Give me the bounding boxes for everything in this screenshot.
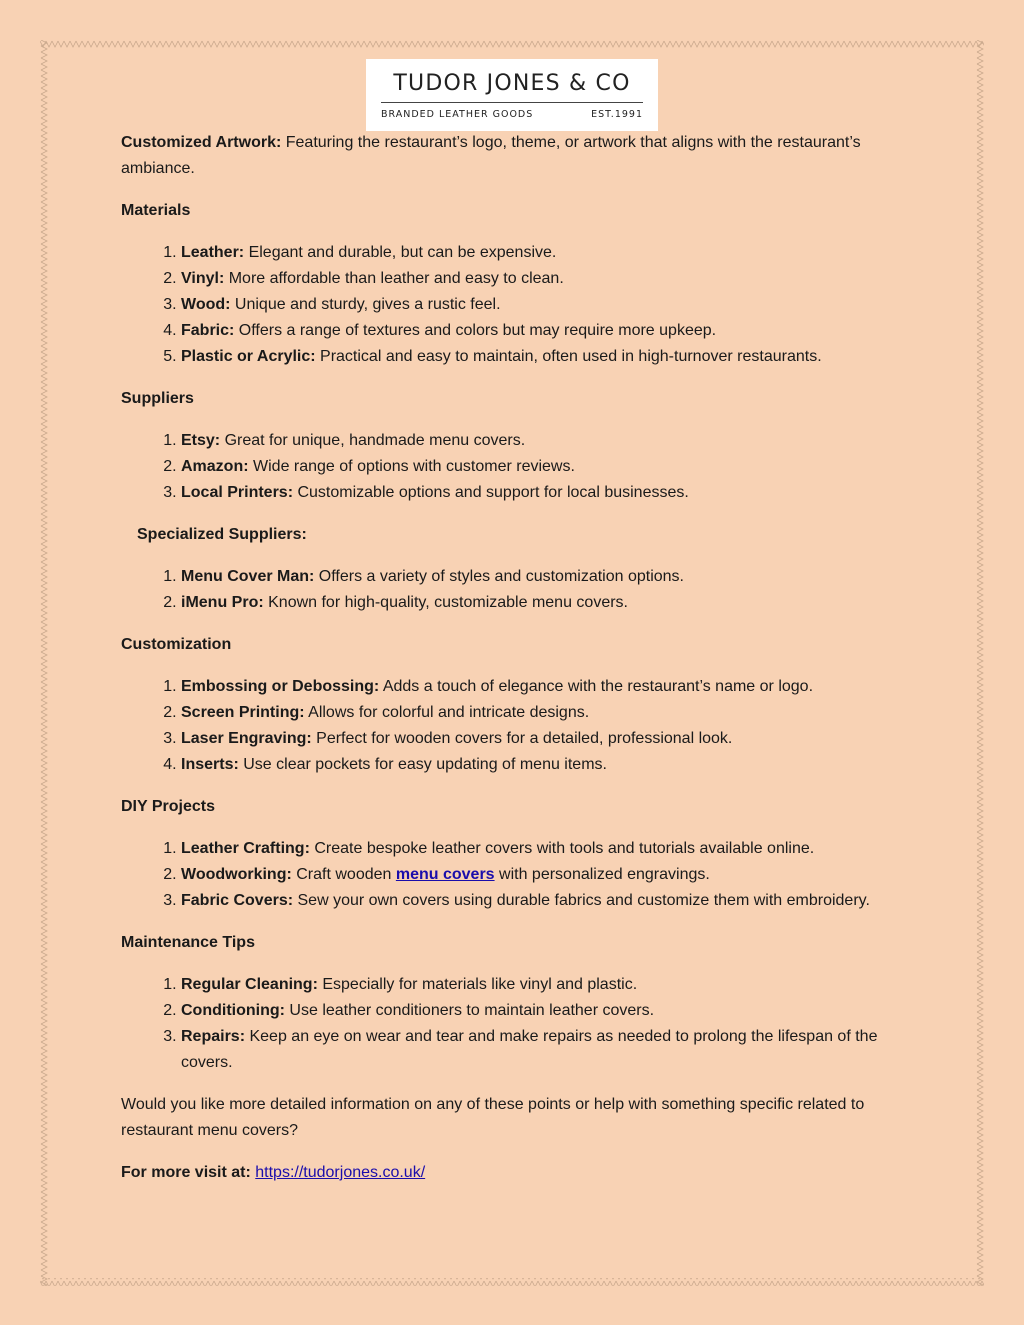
logo-tagline: BRANDED LEATHER GOODS xyxy=(381,108,534,120)
section-heading-diy-projects: DIY Projects xyxy=(121,798,215,815)
list-item xyxy=(181,344,911,370)
section-heading-materials: Materials xyxy=(121,202,191,219)
item-text: Customizable options and support for local businesses. xyxy=(293,484,689,501)
item-label: iMenu Pro: xyxy=(181,594,264,611)
item-label: Regular Cleaning: xyxy=(181,976,318,993)
intro-paragraph xyxy=(121,130,911,182)
item-text: Wide range of options with customer reviews. xyxy=(248,458,575,475)
footer-label: For more visit at: xyxy=(121,1164,251,1181)
item-label: Laser Engraving: xyxy=(181,730,312,747)
item-label: Local Printers: xyxy=(181,484,294,501)
item-label: Wood: xyxy=(181,296,231,313)
item-label: Etsy: xyxy=(181,432,221,449)
section-heading-suppliers: Suppliers xyxy=(121,390,194,407)
intro-label: Customized Artwork: xyxy=(121,134,282,151)
intro-text: Featuring the restaurant’s logo, theme, or artwork that aligns with the restaurant’s ambiance. xyxy=(121,134,861,177)
logo-subline xyxy=(381,109,643,120)
specialized-suppliers-list xyxy=(121,564,911,616)
section-heading-maintenance-tips: Maintenance Tips xyxy=(121,934,255,951)
section-heading-specialized-suppliers: Specialized Suppliers: xyxy=(137,526,307,543)
list-item xyxy=(181,266,911,292)
list-item xyxy=(181,972,911,998)
item-text: Use leather conditioners to maintain leather covers. xyxy=(284,1002,655,1019)
list-item xyxy=(181,726,911,752)
item-label: Menu Cover Man: xyxy=(181,568,315,585)
item-label: Screen Printing: xyxy=(181,704,305,721)
list-item xyxy=(181,674,911,700)
list-item xyxy=(181,564,911,590)
item-text: Elegant and durable, but can be expensive. xyxy=(244,244,557,261)
closing-paragraph: Would you like more detailed information on any of these points or help with something specific related to restaurant menu covers? xyxy=(121,1096,865,1139)
list-item xyxy=(181,752,911,778)
item-text: Great for unique, handmade menu covers. xyxy=(220,432,526,449)
menu-covers-link[interactable]: menu covers xyxy=(395,866,495,883)
item-label: Fabric Covers: xyxy=(181,892,294,909)
item-text: Sew your own covers using durable fabrics and customize them with embroidery. xyxy=(293,892,870,909)
item-text: Craft wooden xyxy=(291,866,396,883)
item-text: Offers a range of textures and colors but may require more upkeep. xyxy=(234,322,717,339)
item-label: Leather Crafting: xyxy=(181,840,310,857)
item-text: Create bespoke leather covers with tools and tutorials available online. xyxy=(309,840,815,857)
footer-line xyxy=(121,1160,911,1186)
item-label: Woodworking: xyxy=(181,866,292,883)
item-text: Perfect for wooden covers for a detailed, professional look. xyxy=(311,730,733,747)
item-text: Use clear pockets for easy updating of menu items. xyxy=(238,756,607,773)
company-logo xyxy=(366,59,658,131)
item-text: Practical and easy to maintain, often used in high-turnover restaurants. xyxy=(315,348,822,365)
item-label: Vinyl: xyxy=(181,270,225,287)
item-label: Fabric: xyxy=(181,322,235,339)
item-label: Repairs: xyxy=(181,1028,246,1045)
list-item xyxy=(181,454,911,480)
item-text: More affordable than leather and easy to clean. xyxy=(224,270,564,287)
list-item xyxy=(181,590,911,616)
suppliers-list xyxy=(121,428,911,506)
list-item xyxy=(181,428,911,454)
logo-title: TUDOR JONES & CO xyxy=(393,70,631,96)
item-text: Keep an eye on wear and tear and make repairs as needed to prolong the lifespan of the covers. xyxy=(181,1028,878,1071)
list-item xyxy=(181,700,911,726)
list-item xyxy=(181,888,911,914)
maintenance-tips-list xyxy=(121,972,911,1076)
item-text: Unique and sturdy, gives a rustic feel. xyxy=(230,296,501,313)
item-label: Embossing or Debossing: xyxy=(181,678,380,695)
item-text: with personalized engravings. xyxy=(494,866,710,883)
document-body xyxy=(121,130,911,1186)
list-item xyxy=(181,998,911,1024)
list-item xyxy=(181,480,911,506)
item-text: Especially for materials like vinyl and plastic. xyxy=(317,976,638,993)
logo-divider xyxy=(381,102,643,103)
item-text: Known for high-quality, customizable menu covers. xyxy=(263,594,628,611)
item-label: Inserts: xyxy=(181,756,239,773)
materials-list xyxy=(121,240,911,370)
list-item xyxy=(181,240,911,266)
diy-projects-list xyxy=(121,836,911,914)
list-item xyxy=(181,292,911,318)
list-item xyxy=(181,318,911,344)
item-label: Leather: xyxy=(181,244,245,261)
list-item xyxy=(181,836,911,862)
item-label: Plastic or Acrylic: xyxy=(181,348,316,365)
customization-list xyxy=(121,674,911,778)
list-item xyxy=(181,862,911,888)
item-label: Conditioning: xyxy=(181,1002,285,1019)
item-text: Allows for colorful and intricate designs. xyxy=(304,704,590,721)
website-link[interactable]: https://tudorjones.co.uk/ xyxy=(255,1164,426,1181)
section-heading-customization: Customization xyxy=(121,636,232,653)
logo-established: EST.1991 xyxy=(591,108,643,120)
item-text: Offers a variety of styles and customization options. xyxy=(314,568,684,585)
item-label: Amazon: xyxy=(181,458,249,475)
item-text: Adds a touch of elegance with the restaurant’s name or logo. xyxy=(379,678,814,695)
list-item xyxy=(181,1024,911,1076)
